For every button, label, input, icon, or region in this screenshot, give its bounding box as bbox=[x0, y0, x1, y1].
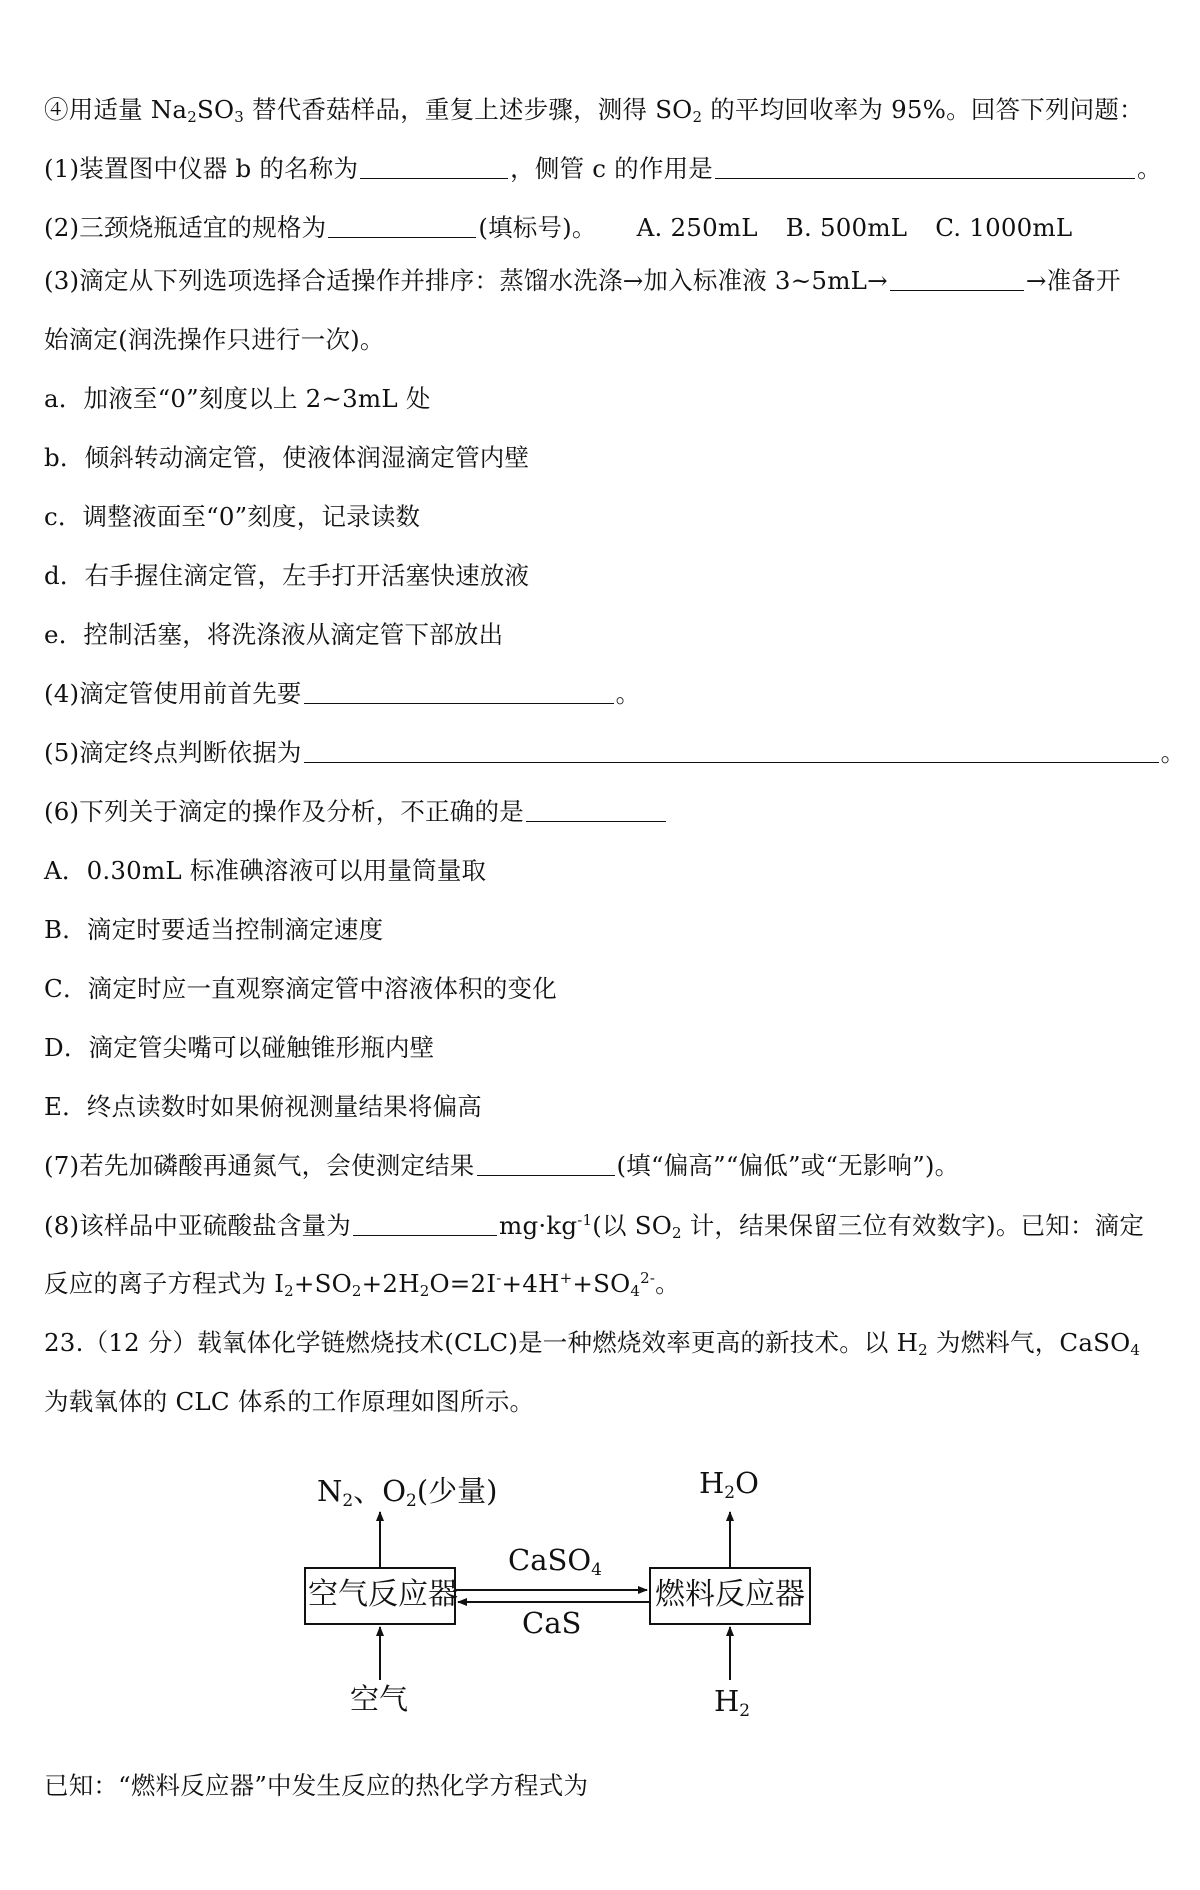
question-8: (8)该样品中亚硫酸盐含量为 $mg\cdot kg^{-1}$(以 $SO_2$ 计，结果保留三位有效数字)。已知：滴定 bbox=[44, 1211, 1145, 1242]
choice-c: C．滴定时应一直观察滴定管中溶液体积的变化 bbox=[44, 974, 557, 1003]
line-step4: ④用适量 $Na_2SO_3$ 替代香菇样品，重复上述步骤，测得 $SO_2$ 的平均回收率为 95%。回答下列问题： bbox=[44, 95, 1144, 126]
option-e: e．控制活塞，将洗涤液从滴定管下部放出 bbox=[44, 620, 504, 649]
option-a: a．加液至“0”刻度以上 2~3mL 处 bbox=[44, 384, 431, 413]
option-c: c．调整液面至“0”刻度，记录读数 bbox=[44, 502, 421, 531]
fuel-reactor-label: 燃料反应器 bbox=[655, 1577, 805, 1612]
question-6: (6)下列关于滴定的操作及分析，不正确的是 bbox=[44, 796, 1174, 828]
option-d: d．右手握住滴定管，左手打开活塞快速放液 bbox=[44, 561, 530, 590]
label-air: 空气 bbox=[350, 1682, 409, 1716]
label-cas: CaS bbox=[522, 1606, 582, 1640]
question-2: (2)三颈烧瓶适宜的规格为 (填标号)。 A. 250mL B. 500mL C. 1000mL bbox=[44, 213, 1073, 242]
question-23-cont: 为载氧体的 CLC 体系的工作原理如图所示。 bbox=[44, 1387, 535, 1416]
choice-d: D．滴定管尖嘴可以碰触锥形瓶内壁 bbox=[44, 1033, 435, 1062]
answer-blank[interactable] bbox=[328, 215, 476, 238]
question-3-cont: 始滴定(润洗操作只进行一次)。 bbox=[44, 325, 385, 354]
ionic-equation: 反应的离子方程式为 $I_2+SO_2+2H_2O=2I^-+4H^++SO_4^{2-}$。 bbox=[44, 1269, 680, 1300]
answer-blank[interactable] bbox=[715, 156, 1135, 179]
answer-blank[interactable] bbox=[360, 156, 508, 179]
label-h2o: $H_2O$ bbox=[699, 1466, 759, 1503]
air-reactor-label: 空气反应器 bbox=[308, 1577, 458, 1612]
question-7: (7)若先加磷酸再通氮气，会使测定结果 (填“偏高”“偏低”或“无影响”)。 bbox=[44, 1151, 960, 1180]
answer-blank[interactable] bbox=[890, 268, 1024, 291]
answer-blank[interactable] bbox=[526, 799, 666, 822]
choice-b: B．滴定时要适当控制滴定速度 bbox=[44, 915, 384, 944]
choice-a: A．0.30mL 标准碘溶液可以用量筒量取 bbox=[44, 856, 487, 885]
answer-blank[interactable] bbox=[477, 1153, 615, 1176]
answer-blank[interactable] bbox=[353, 1213, 497, 1236]
label-caso4: CaSO$_4$ bbox=[508, 1543, 602, 1580]
answer-blank[interactable] bbox=[304, 681, 614, 704]
question-5: (5)滴定终点判断依据为 。 bbox=[44, 738, 1186, 767]
known-info: 已知：“燃料反应器”中发生反应的热化学方程式为 bbox=[44, 1771, 589, 1800]
answer-blank[interactable] bbox=[304, 740, 1159, 763]
option-b: b．倾斜转动滴定管，使液体润湿滴定管内壁 bbox=[44, 443, 530, 472]
label-n2-o2: $N_2$、$O_2$(少量) bbox=[317, 1474, 498, 1511]
choice-e: E．终点读数时如果俯视测量结果将偏高 bbox=[44, 1092, 482, 1121]
label-h2: $H_2$ bbox=[714, 1684, 751, 1721]
question-1: (1)装置图中仪器 b 的名称为 ，侧管 c 的作用是 。 bbox=[44, 154, 1162, 183]
question-3: (3)滴定从下列选项选择合适操作并排序：蒸馏水洗涤→加入标准液 3~5mL→ →准备开 bbox=[44, 266, 1121, 295]
clc-diagram bbox=[290, 1466, 850, 1721]
question-23: 23.（12 分）载氧体化学链燃烧技术(CLC)是一种燃烧效率更高的新技术。以 $H_2$ 为燃料气，CaSO$_4$ bbox=[44, 1328, 1141, 1359]
question-4: (4)滴定管使用前首先要 。 bbox=[44, 679, 641, 708]
